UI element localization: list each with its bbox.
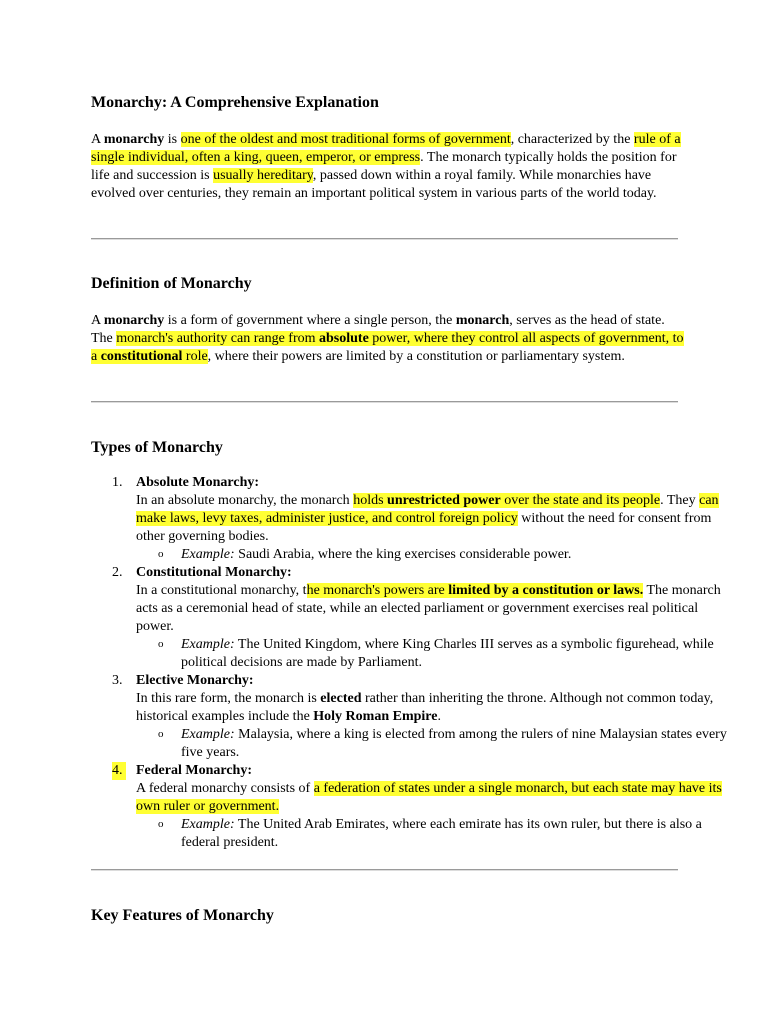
highlight: rule of a single individual, often a king, queen, emperor, or empress (91, 132, 681, 165)
text: . The monarch typically holds the position for life and succession is (91, 150, 677, 183)
example-list (136, 816, 730, 852)
example-item (158, 816, 730, 852)
example-item (158, 726, 730, 762)
text: In this rare form, the monarch is (136, 691, 321, 706)
definition-paragraph (91, 312, 685, 366)
text: A (91, 313, 104, 328)
highlight-bold: unrestricted power (387, 493, 501, 508)
bullet-icon: o (158, 638, 164, 650)
highlight: he monarch's powers are (306, 583, 449, 598)
text: A federal monarchy consists of (136, 781, 314, 796)
example-text: Saudi Arabia, where the king exercises considerable power. (234, 547, 572, 562)
example-list (136, 726, 730, 762)
bullet-icon: o (158, 818, 164, 830)
highlight: a federation of states under a single monarch, but each state may have its own ruler or government. (136, 781, 722, 814)
text: , serves as the head of state. The (91, 313, 665, 346)
example-item (158, 546, 730, 564)
bold-term: monarch (455, 313, 510, 328)
highlight: can make laws, levy taxes, administer justice, and control foreign policy (136, 493, 719, 526)
text: without the need for consent from other governing bodies. (136, 511, 712, 544)
list-item-constitutional (112, 564, 730, 672)
example-label: Example: (181, 817, 235, 832)
bold-term: monarchy (103, 313, 165, 328)
horizontal-rule (91, 401, 678, 403)
example-list (136, 546, 730, 564)
example-text: The United Arab Emirates, where each emirate has its own ruler, but there is also a federal president. (181, 817, 702, 850)
example-item (158, 636, 730, 672)
types-heading: Types of Monarchy (91, 439, 223, 456)
list-number: 1. (112, 475, 123, 490)
list-number: 2. (112, 565, 123, 580)
text: , passed down within a royal family. While monarchies have evolved over centuries, they remain an important political system in various parts of the world today. (91, 168, 657, 201)
highlight: one of the oldest and most traditional forms of government (180, 132, 511, 147)
document-title: Monarchy: A Comprehensive Explanation (91, 94, 379, 111)
example-label: Example: (181, 547, 235, 562)
item-title: Federal Monarchy: (136, 763, 252, 778)
bold-term: Holy Roman Empire (313, 709, 438, 724)
text: , characterized by the (510, 132, 634, 147)
highlight: holds (353, 493, 388, 508)
list-number: 3. (112, 673, 123, 688)
text: In an absolute monarchy, the monarch (136, 493, 354, 508)
text: rather than inheriting the throne. Although not common today, historical examples include the (136, 691, 714, 724)
example-label: Example: (181, 727, 235, 742)
list-item-absolute (112, 474, 730, 564)
text: In a constitutional monarchy, t (136, 583, 307, 598)
example-text: The United Kingdom, where King Charles III serves as a symbolic figurehead, while political decisions are made by Parliament. (181, 637, 714, 670)
text: . They (660, 493, 700, 508)
bold-term: elected (320, 691, 362, 706)
horizontal-rule (91, 238, 678, 240)
intro-paragraph (91, 131, 685, 203)
item-title: Absolute Monarchy: (136, 475, 260, 490)
highlight: power, (368, 331, 414, 346)
text: The monarch acts as a ceremonial head of state, while an elected parliament or government exercises real political power. (136, 583, 721, 634)
definition-heading: Definition of Monarchy (91, 275, 252, 292)
bold-term: monarchy (103, 132, 165, 147)
list-item-federal (112, 762, 730, 852)
highlight: role (182, 349, 208, 364)
highlight-bold: absolute (319, 331, 369, 346)
horizontal-rule (91, 869, 678, 871)
text: , where their powers are limited by a constitution or parliamentary system. (207, 349, 625, 364)
list-number: 4. (112, 762, 126, 780)
list-item-elective (112, 672, 730, 762)
text: is (164, 132, 181, 147)
text: . (437, 709, 441, 724)
highlight: over the state and its people (500, 493, 661, 508)
bullet-icon: o (158, 728, 164, 740)
text: is a form of government where a single person, the (164, 313, 456, 328)
example-label: Example: (181, 637, 235, 652)
highlight: usually hereditary (213, 168, 313, 183)
example-text: Malaysia, where a king is elected from among the rulers of nine Malaysian states every five years. (181, 727, 727, 760)
item-title: Elective Monarchy: (136, 673, 254, 688)
highlight-bold: limited by a constitution or laws. (448, 583, 644, 598)
highlight: where they control all aspects of government, to a (91, 331, 684, 364)
item-title: Constitutional Monarchy: (136, 565, 292, 580)
example-list (136, 636, 730, 672)
key-features-heading: Key Features of Monarchy (91, 907, 274, 924)
highlight: monarch's authority can range from (116, 331, 319, 346)
bullet-icon: o (158, 548, 164, 560)
types-list (91, 474, 730, 852)
text: A (91, 132, 104, 147)
highlight-bold: constitutional (100, 349, 183, 364)
